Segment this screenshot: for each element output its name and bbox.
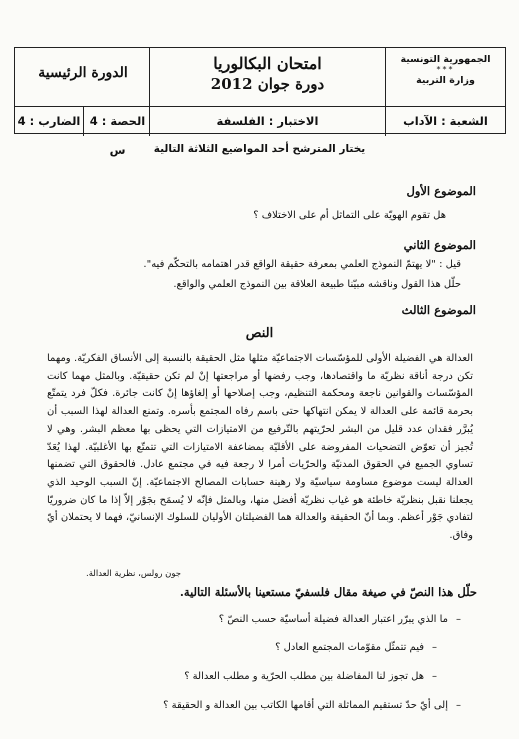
topic2-quote: قيل : "لا يهتمّ النموذج العلمي بمعرفة حقيقة الواقع قدر اهتمامه بالتحكّم فيه". xyxy=(143,259,461,270)
coefficient-label: الضارب : 4 xyxy=(17,114,81,128)
question-text: إلى أيّ حدّ تستقيم المماثلة التي أقامها الكاتب بين العدالة و الحقيقة ؟ xyxy=(163,700,448,711)
dash-bullet-icon: – xyxy=(456,700,461,711)
topic1-title: الموضوع الأول xyxy=(406,184,476,198)
stars-decoration: *** xyxy=(436,65,455,74)
branch-label: الشعبة : الآداب xyxy=(385,107,505,136)
text-paragraph xyxy=(47,350,473,545)
question-text: هل تجوز لنا المفاضلة بين مطلب الحرّية و مطلب العدالة ؟ xyxy=(184,671,424,682)
dash-bullet-icon: – xyxy=(456,614,461,625)
dash-bullet-icon: – xyxy=(432,642,437,653)
question-item xyxy=(219,614,461,625)
dash-bullet-icon: – xyxy=(432,671,437,682)
exam-title: امتحان البكالوريا xyxy=(213,54,322,73)
question-text: فيم تتمثّل مقوّمات المجتمع العادل ؟ xyxy=(275,642,424,653)
text-author: جون رولس، نظرية العدالة. xyxy=(86,569,182,579)
subject-label: الاختبار : الفلسفة xyxy=(149,107,385,136)
question-item xyxy=(163,700,461,711)
main-session-label: الدورة الرئيسية xyxy=(38,65,128,81)
republic-label: الجمهورية التونسية xyxy=(400,54,491,65)
topic2-title: الموضوع الثاني xyxy=(403,238,476,252)
question-item xyxy=(184,671,437,682)
text-paragraph-body: العدالة هي الفضيلة الأولى للمؤسّسات الاجتماعيّة مثلها مثل الحقيقة بالنسبة إلى الأنساق الفكريّة. ومهما تكن درجة أناقة نظريّة ما واقتصادها، وجب رفضها أو مراجعتها إنْ لم تكن حقيقيّة. وبالمثل مهما كانت المؤسّسات والقوانين ناجعة ومحكمة التنظيم، وجب إصلاحها أو إلغاؤها إنْ كانت جائرة. فكلّ فرد يتمتّع بحرمة قائمة على العدالة لا يمكن انتهاكها حتى باسم رفاه المجتمع بأسره. وتمنع العدالة لهذا السبب أن يُبرَّر فقدان عدد قليل من البشر لحرّيتهم بالتّرفيع من الامتيازات التي يحظى بها معظم البشر. وهي لا تُجيز أن تعوّض التضحيات المفروضة على الأقليّة بمضاعفة الامتيازات التي تتمتّع بها الأغلبيّة. لهذا يُعَدّ تساوي الجميع في الحقوق المدنيّة والحرّيات أمرا لا رجعة فيه في مجتمع عادل. فالحقوق التي تضمنها العدالة ليست موضوع مساومة سياسيّة ولا رهينة حسابات المصالح الاجتماعيّة. إنّ السبب الوحيد الذي يجعلنا نقبل بنظريّة خاطئة هو غياب نظريّة أفضل منها، وبالمثل فإنّه لا يُسمَح بجَوْر إلاّ إذا ما كان ضروريّا لتفادي جَوْر أعظم. وبما أنّ الحقيقة والعدالة هما الفضيلتان الأوليان للسلوك الإنسانيّ، فهما لا يحتملان أيّ وفاق. xyxy=(47,353,473,542)
duration-label: الحصة : 4 س xyxy=(83,107,151,136)
questions-heading: حلّل هذا النصّ في صيغة مقال فلسفيّ مستعينا بالأسئلة التالية. xyxy=(179,585,477,599)
text-title: النص xyxy=(245,326,274,341)
question-item xyxy=(275,642,437,653)
header-session-cell xyxy=(15,48,151,106)
session-title: دورة جوان 2012 xyxy=(210,75,325,93)
ministry-label: وزارة التربية xyxy=(416,75,475,86)
instruction-text: يختار المترشح أحد المواضيع الثلاثة التالية xyxy=(153,143,366,155)
topic3-title: الموضوع الثالث xyxy=(401,303,476,317)
topic1-question: هل تقوم الهويّة على التماثل أم على الاختلاف ؟ xyxy=(253,210,446,221)
header-ministry-cell xyxy=(385,48,505,106)
question-text: ما الذي يبرّر اعتبار العدالة فضيلة أساسيّة حسب النصّ ؟ xyxy=(218,614,448,625)
header-exam-cell xyxy=(149,48,385,106)
topic2-task: حلّل هذا القول وناقشه مبيّنا طبيعة العلاقة بين النموذج العلمي والواقع. xyxy=(173,279,461,290)
